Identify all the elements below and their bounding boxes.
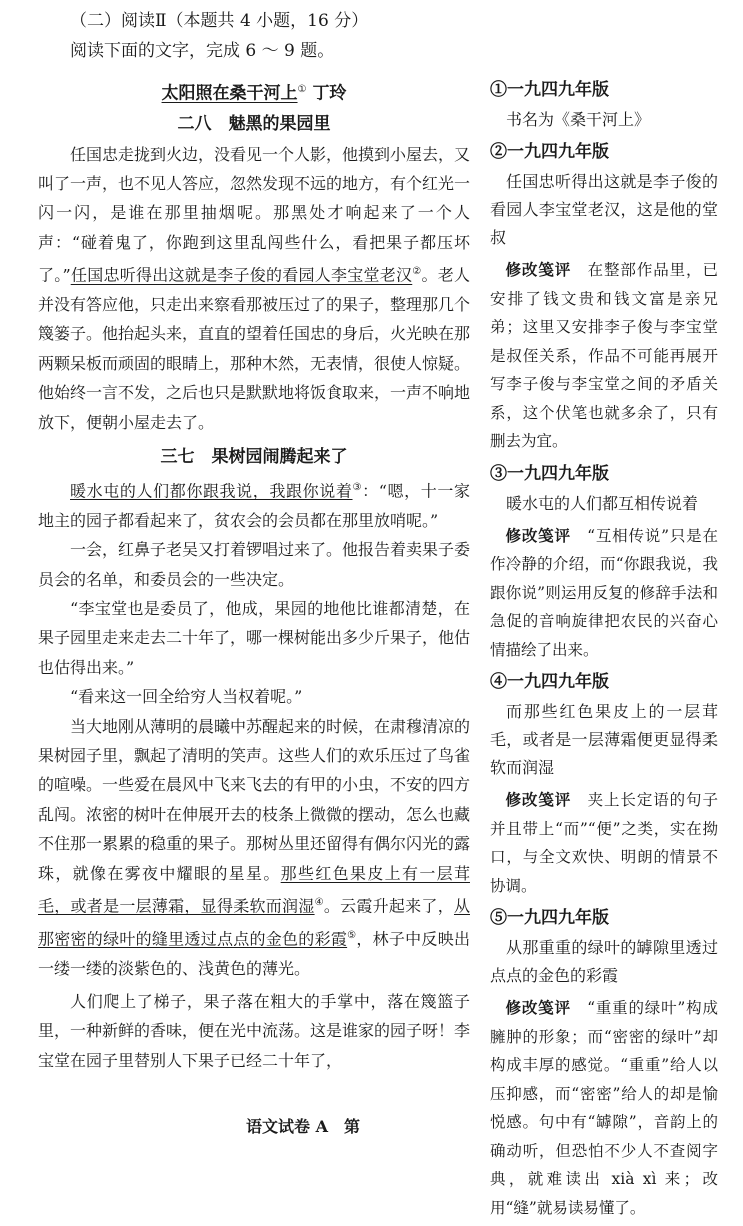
ch37-paragraph-6: 人们爬上了梯子，果子落在粗大的手掌中，落在篾篮子里，一种新鲜的香味，便在光中流荡。这是谁家的园子呀！李宝堂在园子里替别人下果子已经二十年了， bbox=[38, 991, 471, 1070]
note-3-heading: ③一九四九年版 bbox=[490, 463, 609, 484]
ch37-p5-text-b: 。云霞升起来了， bbox=[323, 896, 454, 916]
footnote-mark-2: ② bbox=[412, 266, 422, 278]
ch28-text-b: 。老人并没有答应他，只走出来察看那被压过了的果子，整理那几个篾篓子。他抬起头来，直直的望着任国忠的身后，火光映在那两颗呆板而顽固的眼睛上，那种木然，无表情，很使人惊疑。他始终一言不发，之后也只是默默地将饭食取来，一声不响地放下，便朝小屋走去了。 bbox=[38, 265, 471, 432]
ch37-underlined-4: 那些红色果皮上有一层茸毛，或者是一层薄霜，显得柔软而润湿 bbox=[38, 863, 470, 916]
comment-label: 修改笺评 bbox=[505, 998, 571, 1017]
notes-column bbox=[490, 76, 718, 1226]
ch37-paragraph-2: 一会，红鼻子老吴又打着锣唱过来了。他报告着卖果子委员会的名单，和委员会的一些决定。 bbox=[38, 540, 471, 589]
article-title: 太阳照在桑干河上 bbox=[161, 83, 298, 104]
footnote-mark-3: ③ bbox=[352, 482, 363, 494]
chapter-28-paragraph bbox=[38, 140, 470, 437]
article-column bbox=[38, 76, 470, 1075]
note-1-text: 书名为《桑干河上》 bbox=[506, 110, 651, 129]
note-5-text: 从那重重的绿叶的罅隙里透过点点的金色的彩霞 bbox=[490, 938, 718, 985]
comment-label: 修改笺评 bbox=[505, 790, 572, 809]
note-4-comment bbox=[490, 786, 718, 900]
ch28-underlined: 任国忠听得出这就是李子俊的看园人李宝堂老汉 bbox=[70, 265, 413, 285]
page-footer: 语文试卷 A 第 bbox=[246, 1117, 360, 1136]
ch37-paragraph-5 bbox=[38, 712, 470, 983]
note-1-heading: ①一九四九年版 bbox=[490, 80, 609, 100]
note-5-comment-text: “重重的绿叶”构成臃肿的形象；而“密密的绿叶”却构成丰厚的感觉。“重重”给人以压抑感，而“密密”给人的却是愉悦感。句中有“罅隙”，音韵上的确动听，但恐怕不少人不查阅字典，就难读出 xià xì 来；改用“缝”就易读易懂了。 bbox=[490, 999, 718, 1217]
note-3-text: 暖水屯的人们都互相传说着 bbox=[506, 493, 699, 513]
note-5-comment bbox=[490, 994, 718, 1222]
note-4-heading: ④一九四九年版 bbox=[490, 672, 609, 692]
note-2-text: 任国忠听得出这就是李子俊的看园人李宝堂老汉，这是他的堂叔 bbox=[490, 172, 718, 247]
comment-label: 修改笺评 bbox=[505, 260, 572, 279]
note-2-comment-text: 在整部作品里，已安排了钱文贵和钱文富是亲兄弟；这里又安排李子俊与李宝堂是叔侄关系，作品不可能再展开写李子俊与李宝堂之间的矛盾关系，这个伏笔也就多余了，只有删去为宜。 bbox=[490, 261, 718, 450]
note-3-comment-text: “互相传说”只是在作冷静的介绍，而“你跟我说，我跟你说”则运用反复的修辞手法和急促的音响旋律把农民的兴奋心情描绘了出来。 bbox=[490, 526, 718, 659]
ch37-text-1: ：“嗯，十一家地主的园子都看起来了，贫农会的会员都在那里放哨呢。” bbox=[38, 481, 470, 530]
footnote-mark-5: ⑤ bbox=[347, 929, 357, 941]
ch37-p5-text-a: 当大地刚从薄明的晨曦中苏醒起来的时候，在肃穆清凉的果树园子里，飘起了清明的笑声。这些人们的欢乐压过了鸟雀的喧噪。一些爱在晨风中飞来飞去的有甲的小虫，不安的四方乱闯。浓密的树叶在伸展开去的枝条上微微的摆动，怎么也藏不住那一累累的稳重的果子。那树丛里还留得有偶尔闪光的露珠，就像在雾夜中耀眼的星星。 bbox=[38, 716, 471, 883]
chapter-28-title: 二八 魅黑的果园里 bbox=[177, 113, 331, 134]
instruction-text: 阅读下面的文字，完成 6 ～ 9 题。 bbox=[70, 41, 335, 61]
ch37-paragraph-3: “李宝堂也是委员了，他成，果园的地他比谁都清楚，在果子园里走来走去二十年了，哪一棵树能出多少斤果子，他估也估得出来。” bbox=[38, 599, 471, 677]
note-2-heading: ②一九四九年版 bbox=[490, 142, 609, 162]
footnote-mark-4: ④ bbox=[314, 897, 324, 909]
note-4-comment-text: 夹上长定语的句子并且带上“而”“便”之类，实在拗口，与全文欢快、明朗的情景不协调。 bbox=[490, 791, 718, 895]
ch37-paragraph-1 bbox=[38, 473, 470, 535]
ch37-paragraph-4: “看来这一回全给穷人当权着呢。” bbox=[70, 687, 303, 707]
ch37-p5-text-c: ，林子中反映出一缕一缕的淡紫色的、浅黄色的薄光。 bbox=[38, 929, 470, 978]
ch28-text-a: 任国忠走拢到火边，没看见一个人影，他摸到小屋去，又叫了一声，也不见人答应，忽然发现不远的地方，有个红光一闪一闪，是谁在那里抽烟呢。那黑处才响起来了一个人声：“碰着鬼了，你跑到这里乱闯些什么，看把果子都压坏了。” bbox=[38, 144, 471, 285]
section-heading: （二）阅读Ⅱ（本题共 4 小题，16 分） bbox=[70, 11, 369, 31]
note-5-heading: ⑤一九四九年版 bbox=[490, 908, 609, 928]
ch37-underlined-5: 从那密密的绿叶的缝里透过点点的金色的彩霞 bbox=[38, 896, 470, 949]
comment-label: 修改笺评 bbox=[505, 525, 571, 545]
chapter-37-title: 三七 果树园闹腾起来了 bbox=[160, 447, 348, 468]
ch37-underlined-1: 暖水屯的人们都你跟我说，我跟你说着 bbox=[70, 481, 353, 501]
note-4-text: 而那些红色果皮上的一层茸毛，或者是一层薄霜便更显得柔软而润湿 bbox=[490, 702, 718, 777]
article-author: 丁玲 bbox=[312, 83, 347, 104]
note-3-comment bbox=[490, 522, 718, 665]
article-title-row bbox=[38, 76, 470, 108]
footnote-mark-1: ① bbox=[297, 84, 307, 95]
note-2-comment bbox=[490, 256, 718, 456]
